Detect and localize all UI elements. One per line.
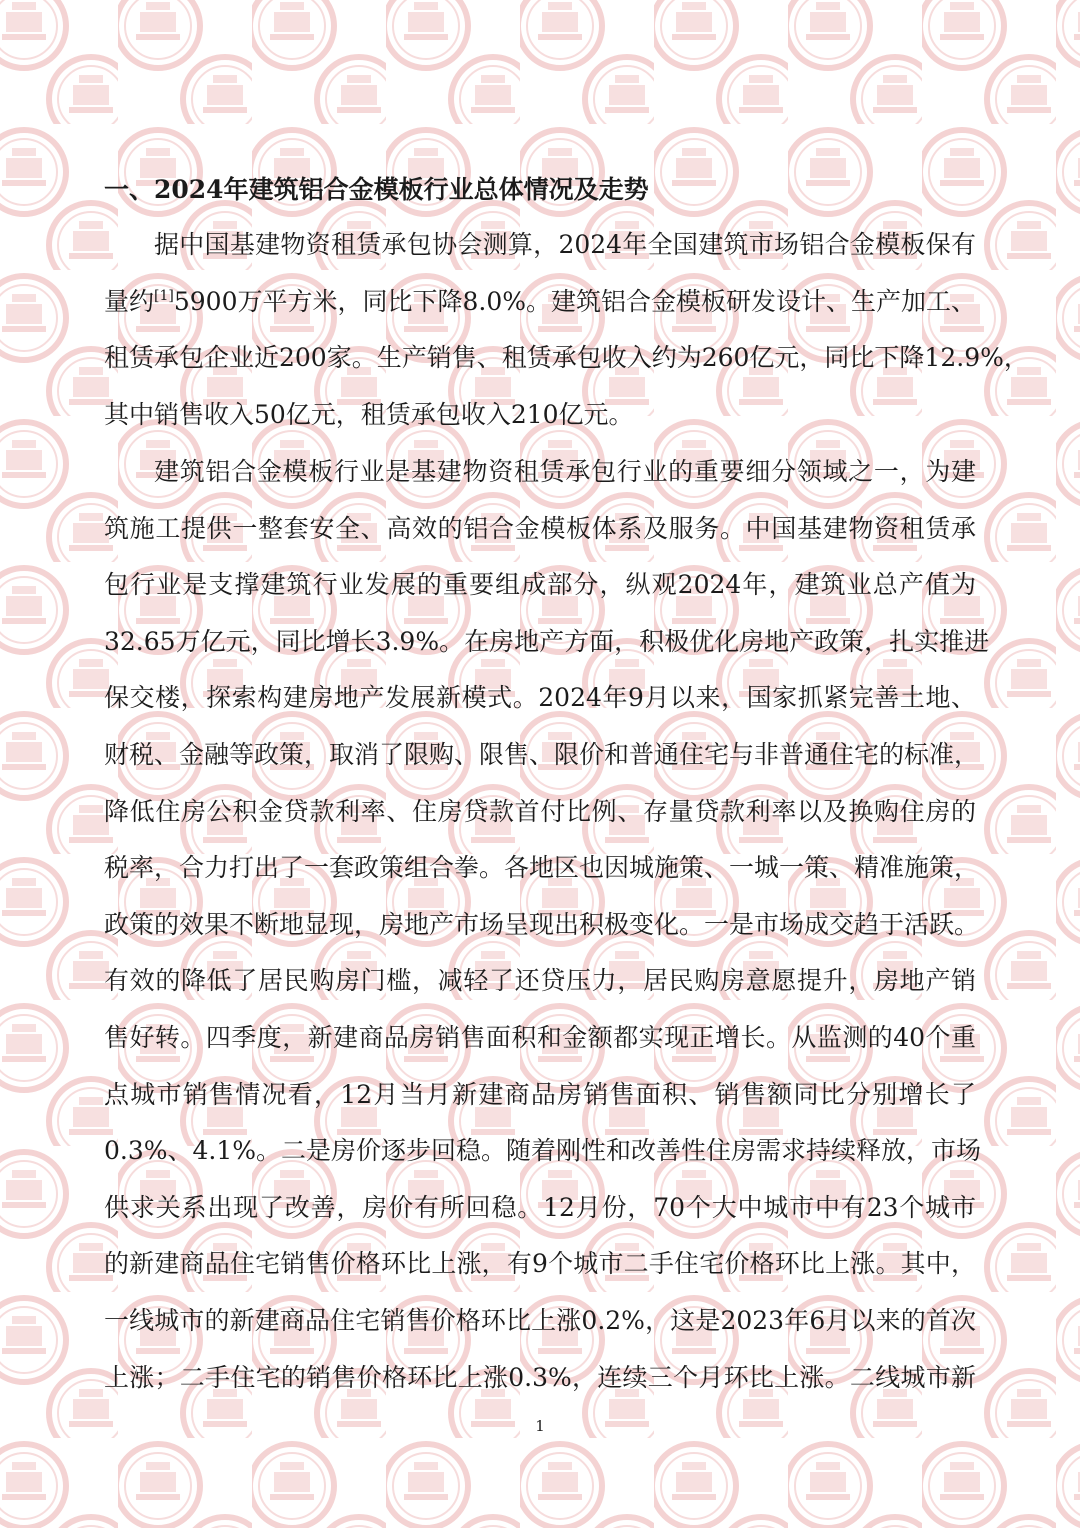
paragraph-line: 32.65万亿元，同比增长3.9%。在房地产方面，积极优化房地产政策，扎实推进 <box>104 626 990 656</box>
footnote-ref: [1] <box>154 287 174 304</box>
line-text: 5900万平方米，同比下降8.0%。建筑铝合金模板研发设计、生产加工、 <box>173 286 976 316</box>
paragraph-line: 其中销售收入50亿元，租赁承包收入210亿元。 <box>104 399 634 429</box>
paragraph-line: 有效的降低了居民购房门槛，减轻了还贷压力，居民购房意愿提升，房地产销 <box>104 966 976 996</box>
paragraph-line: 保交楼，探索构建房地产发展新模式。2024年9月以来，国家抓紧完善土地、 <box>104 683 976 713</box>
paragraph-line: 租赁承包企业近200家。生产销售、租赁承包收入约为260亿元，同比下降12.9%， <box>104 343 1029 373</box>
paragraph-line: 政策的效果不断地显现，房地产市场呈现出积极变化。一是市场成交趋于活跃。 <box>104 909 980 939</box>
paragraph-line: 0.3%、4.1%。二是房价逐步回稳。随着刚性和改善性住房需求持续释放，市场 <box>104 1136 982 1166</box>
paragraph-line: 供求关系出现了改善，房价有所回稳。12月份，70个大中城市中有23个城市 <box>104 1192 976 1222</box>
paragraph-line: 筑施工提供一整套安全、高效的铝合金模板体系及服务。中国基建物资租赁承 <box>104 513 976 543</box>
paragraph-line: 财税、金融等政策，取消了限购、限售、限价和普通住宅与非普通住宅的标准， <box>104 739 980 769</box>
paragraph-line: 据中国基建物资租赁承包协会测算，2024年全国建筑市场铝合金模板保有 <box>154 230 976 259</box>
paragraph-line: 售好转。四季度，新建商品房销售面积和金额都实现正增长。从监测的40个重 <box>104 1022 976 1052</box>
paragraph-line: 上涨；二手住宅的销售价格环比上涨0.3%，连续三个月环比上涨。二线城市新 <box>104 1362 976 1392</box>
paragraph-line: 一线城市的新建商品住宅销售价格环比上涨0.2%，这是2023年6月以来的首次 <box>104 1305 976 1335</box>
section-heading: 一、2024年建筑铝合金模板行业总体情况及走势 <box>104 175 649 204</box>
paragraph-line: 包行业是支撑建筑行业发展的重要组成部分，纵观2024年，建筑业总产值为 <box>104 570 976 600</box>
paragraph-line: 点城市销售情况看，12月当月新建商品房销售面积、销售额同比分别增长了 <box>104 1079 976 1109</box>
paragraph-line: 的新建商品住宅销售价格环比上涨，有9个城市二手住宅价格环比上涨。其中， <box>104 1249 976 1279</box>
paragraph-line: 税率，合力打出了一套政策组合拳。各地区也因城施策、一城一策、精准施策， <box>104 853 980 883</box>
paragraph-line: 建筑铝合金模板行业是基建物资租赁承包行业的重要细分领域之一，为建 <box>154 457 976 486</box>
page-number: 1 <box>535 1417 545 1435</box>
paragraph-1 <box>104 217 1029 443</box>
line-text: 量约 <box>104 286 155 316</box>
paragraph-2 <box>104 444 990 1406</box>
paragraph-line <box>104 274 976 331</box>
paragraph-line: 降低住房公积金贷款利率、住房贷款首付比例、存量贷款利率以及换购住房的 <box>104 796 976 826</box>
